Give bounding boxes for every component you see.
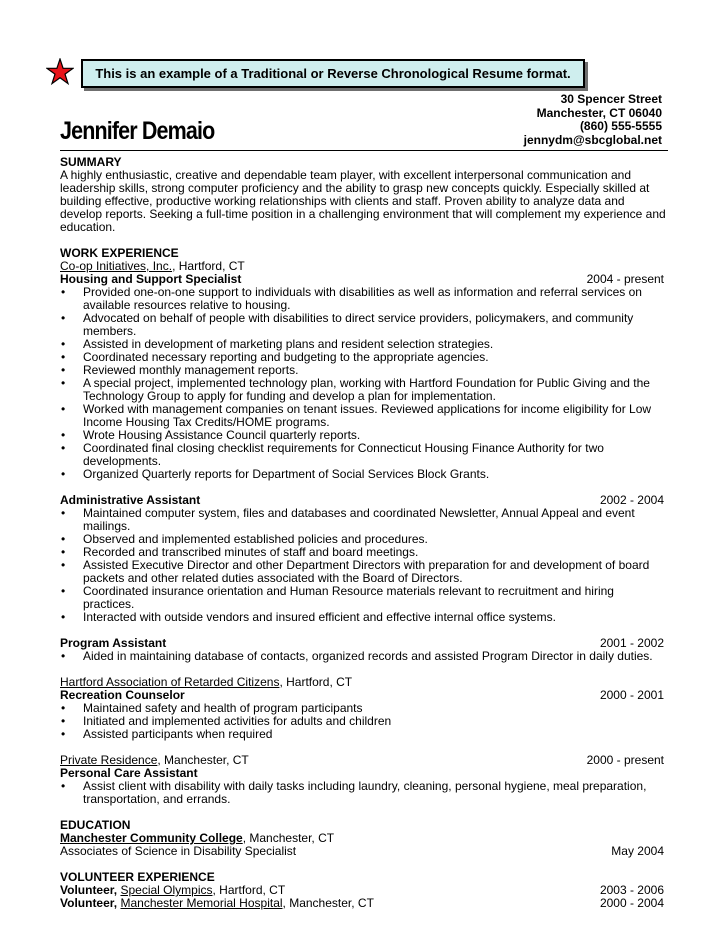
- list-item: • Assisted participants when required: [60, 728, 666, 741]
- list-item: • Coordinated insurance orientation and Human Resource materials relevant to recruitment and hiring practices.: [60, 585, 666, 611]
- list-item: • Aided in maintaining database of contacts, organized records and assisted Program Director in daily duties.: [60, 650, 666, 663]
- job-title: Personal Care Assistant: [60, 766, 198, 780]
- list-item: • Reviewed monthly management reports.: [60, 364, 666, 377]
- education-heading: EDUCATION: [60, 818, 131, 832]
- school-line: Manchester Community College, Manchester, CT: [60, 831, 335, 845]
- candidate-name: Jennifer Demaio: [60, 117, 215, 145]
- list-item: • Interacted with outside vendors and insured efficient and effective internal office systems.: [60, 611, 666, 624]
- employer-line: Co-op Initiatives, Inc., Hartford, CT: [60, 259, 245, 273]
- list-item: • A special project, implemented technology plan, working with Hartford Foundation for Public Giving and the Technology Group to apply for funding and develop a plan for implementation.: [60, 377, 666, 403]
- list-item: • Observed and implemented established policies and procedures.: [60, 533, 666, 546]
- employer-line: Hartford Association of Retarded Citizens, Hartford, CT: [60, 675, 353, 689]
- list-item: • Assisted in development of marketing plans and resident selection strategies.: [60, 338, 666, 351]
- school-link[interactable]: Manchester Community College: [60, 831, 243, 845]
- contact-block: [524, 93, 662, 147]
- volunteer-org-link[interactable]: Special Olympics: [120, 883, 213, 897]
- phone: (860) 555-5555: [579, 119, 662, 133]
- list-item: • Maintained safety and health of program participants: [60, 702, 666, 715]
- job-bullets: [60, 507, 666, 624]
- email: jennydm@sbcglobal.net: [523, 132, 662, 147]
- list-item: • Coordinated necessary reporting and budgeting to the appropriate agencies.: [60, 351, 666, 364]
- resume-body: [60, 156, 666, 910]
- job-bullets: [60, 286, 666, 481]
- list-item: • Assisted Executive Director and other Department Directors with preparation for and development of board packets and other related duties associated with the Board of Directors.: [60, 559, 666, 585]
- job-title: Housing and Support Specialist: [60, 272, 242, 286]
- degree: Associates of Science in Disability Specialist: [60, 844, 297, 858]
- summary-heading: SUMMARY: [60, 155, 122, 169]
- work-heading: WORK EXPERIENCE: [60, 246, 179, 260]
- job-dates: 2000 - present: [586, 753, 664, 767]
- list-item: • Recorded and transcribed minutes of staff and board meetings.: [60, 546, 666, 559]
- volunteer-row: Volunteer, Special Olympics, Hartford, CT 2003 - 2006: [60, 883, 664, 897]
- degree-date: May 2004: [611, 844, 664, 858]
- summary-text: A highly enthusiastic, creative and dependable team player, with excellent interpersonal communication and leadership skills, strong computer proficiency and the ability to grasp new concepts quickly. Especially skilled at building effective, productive working relationships with clients and staff. Proven ability to analyze data and develop reports. Seeking a full-time position in a challenging environment that will complement my experience and education.: [60, 168, 666, 234]
- example-banner: This is an example of a Traditional or Reverse Chronological Resume format.: [81, 59, 585, 88]
- list-item: • Wrote Housing Assistance Council quarterly reports.: [60, 429, 666, 442]
- job-title: Program Assistant: [60, 636, 167, 650]
- job-title: Administrative Assistant: [60, 493, 201, 507]
- address: 30 Spencer Street: [560, 92, 662, 106]
- list-item: • Coordinated final closing checklist requirements for Connecticut Housing Finance Authority for two developments.: [60, 442, 666, 468]
- employer-link[interactable]: Private Residence: [60, 753, 158, 767]
- list-item: • Maintained computer system, files and databases and coordinated Newsletter, Annual Appeal and event mailings.: [60, 507, 666, 533]
- volunteer-row: Volunteer, Manchester Memorial Hospital, Manchester, CT 2000 - 2004: [60, 896, 664, 910]
- employer-link[interactable]: Hartford Association of Retarded Citizens: [60, 675, 280, 689]
- list-item: • Advocated on behalf of people with disabilities to direct service providers, policymakers, and community members.: [60, 312, 666, 338]
- job-dates: 2004 - present: [586, 272, 664, 286]
- job-bullets: [60, 780, 666, 806]
- job-bullets: [60, 650, 666, 663]
- job-bullets: [60, 702, 666, 741]
- employer-link[interactable]: Co-op Initiatives, Inc.: [60, 259, 173, 273]
- employer-line: Private Residence, Manchester, CT 2000 - present: [60, 753, 664, 767]
- list-item: • Organized Quarterly reports for Department of Social Services Block Grants.: [60, 468, 666, 481]
- star-icon: [46, 58, 74, 86]
- city: Manchester, CT 06040: [536, 105, 662, 120]
- volunteer-org-link[interactable]: Manchester Memorial Hospital: [120, 896, 283, 910]
- list-item: • Provided one-on-one support to individuals with disabilities as well as information and referral services on available resources relative to housing.: [60, 286, 666, 312]
- job-dates: 2002 - 2004: [599, 493, 664, 507]
- list-item: • Initiated and implemented activities for adults and children: [60, 715, 666, 728]
- job-title: Recreation Counselor: [60, 688, 185, 702]
- header-divider: [60, 150, 668, 151]
- volunteer-heading: VOLUNTEER EXPERIENCE: [60, 870, 215, 884]
- list-item: • Worked with management companies on tenant issues. Reviewed applications for income eligibility for Low Income Housing Tax Credits/HOME programs.: [60, 403, 666, 429]
- job-dates: 2000 - 2001: [599, 688, 664, 702]
- volunteer-dates: 2000 - 2004: [599, 896, 664, 910]
- job-dates: 2001 - 2002: [599, 636, 664, 650]
- volunteer-dates: 2003 - 2006: [599, 883, 664, 897]
- list-item: • Assist client with disability with daily tasks including laundry, cleaning, personal hygiene, meal preparation, transportation, and errands.: [60, 780, 666, 806]
- degree-row: [60, 845, 666, 858]
